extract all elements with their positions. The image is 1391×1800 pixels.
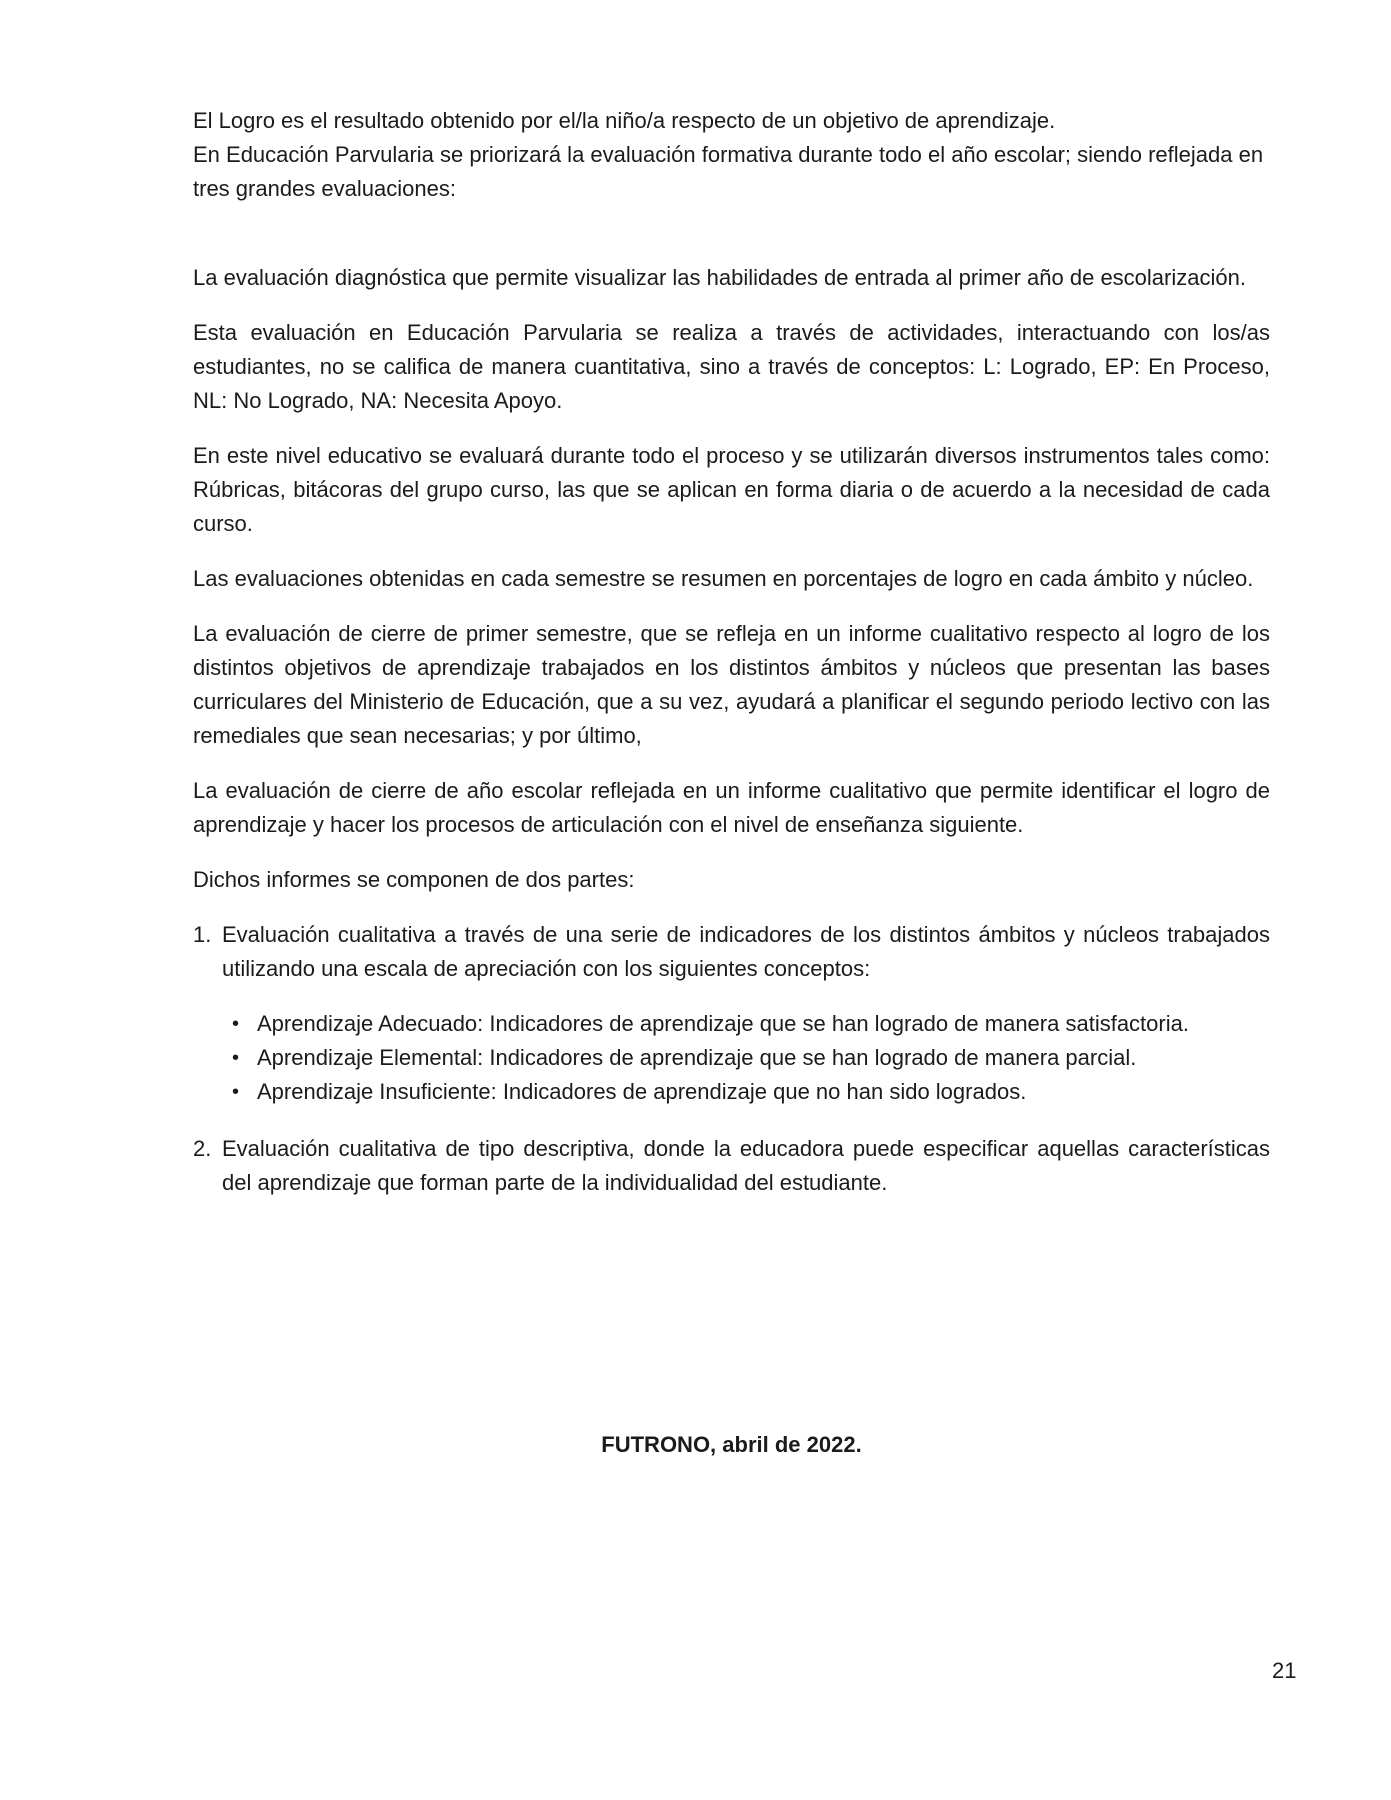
numbered-list-item-2 bbox=[193, 1132, 1270, 1200]
list-number: 2. bbox=[193, 1136, 212, 1161]
bullet-item-text: Aprendizaje Adecuado: Indicadores de aprendizaje que se han logrado de manera satisfactoria. bbox=[257, 1011, 1189, 1036]
bullet-icon: • bbox=[232, 1081, 240, 1103]
paragraph-cierre-primer-semestre: La evaluación de cierre de primer semestre, que se refleja en un informe cualitativo respecto al logro de los distintos objetivos de aprendizaje trabajados en los distintos ámbitos y núcleos que presentan las bases curriculares del Ministerio de Educación, que a su vez, ayudará a planificar el segundo periodo lectivo con las remediales que sean necesarias; y por último, bbox=[193, 621, 1270, 748]
paragraph-intro-line1: El Logro es el resultado obtenido por el/la niño/a respecto de un objetivo de aprendizaje. bbox=[193, 108, 1056, 133]
paragraph-evaluacion-diagnostica: La evaluación diagnóstica que permite visualizar las habilidades de entrada al primer año de escolarización. bbox=[193, 265, 1246, 290]
page-number: 21 bbox=[1272, 1658, 1297, 1683]
list-number: 1. bbox=[193, 922, 212, 947]
bullet-icon: • bbox=[232, 1047, 240, 1069]
list-item-text: Evaluación cualitativa a través de una serie de indicadores de los distintos ámbitos y núcleos trabajados utilizando una escala de apreciación con los siguientes conceptos: bbox=[222, 922, 1270, 981]
numbered-list-item-1 bbox=[193, 918, 1270, 986]
paragraph-intro-line2: En Educación Parvularia se priorizará la evaluación formativa durante todo el año escolar; siendo reflejada en tres grandes evaluaciones: bbox=[193, 142, 1264, 201]
bullet-list bbox=[193, 1007, 1270, 1109]
paragraph-nivel-educativo: En este nivel educativo se evaluará durante todo el proceso y se utilizarán diversos instrumentos tales como: Rúbricas, bitácoras del grupo curso, las que se aplican en forma diaria o de acuerdo a la necesidad de cada curso. bbox=[193, 443, 1270, 536]
paragraph-evaluaciones-semestre: Las evaluaciones obtenidas en cada semestre se resumen en porcentajes de logro en cada ámbito y núcleo. bbox=[193, 566, 1254, 591]
paragraph-evaluacion-parvularia: Esta evaluación en Educación Parvularia se realiza a través de actividades, interactuando con los/as estudiantes, no se califica de manera cuantitativa, sino a través de conceptos: L: Logrado, EP: En Proceso, NL: No Logrado, NA: Necesita Apoyo. bbox=[193, 320, 1270, 413]
list-item-text: Evaluación cualitativa de tipo descriptiva, donde la educadora puede especificar aquellas características del aprendizaje que forman parte de la individualidad del estudiante. bbox=[222, 1136, 1270, 1195]
bullet-item-insuficiente bbox=[193, 1075, 1270, 1109]
bullet-icon: • bbox=[232, 1013, 240, 1035]
bullet-item-text: Aprendizaje Elemental: Indicadores de aprendizaje que se han logrado de manera parcial. bbox=[257, 1045, 1137, 1070]
paragraph-cierre-ano-escolar: La evaluación de cierre de año escolar reflejada en un informe cualitativo que permite identificar el logro de aprendizaje y hacer los procesos de articulación con el nivel de enseñanza siguiente. bbox=[193, 778, 1270, 837]
bullet-item-adecuado bbox=[193, 1007, 1270, 1041]
document-body bbox=[193, 104, 1270, 1221]
bullet-item-text: Aprendizaje Insuficiente: Indicadores de aprendizaje que no han sido logrados. bbox=[257, 1079, 1027, 1104]
footer-date: FUTRONO, abril de 2022. bbox=[601, 1432, 862, 1457]
paragraph-dichos-informes: Dichos informes se componen de dos partes: bbox=[193, 867, 635, 892]
bullet-item-elemental bbox=[193, 1041, 1270, 1075]
